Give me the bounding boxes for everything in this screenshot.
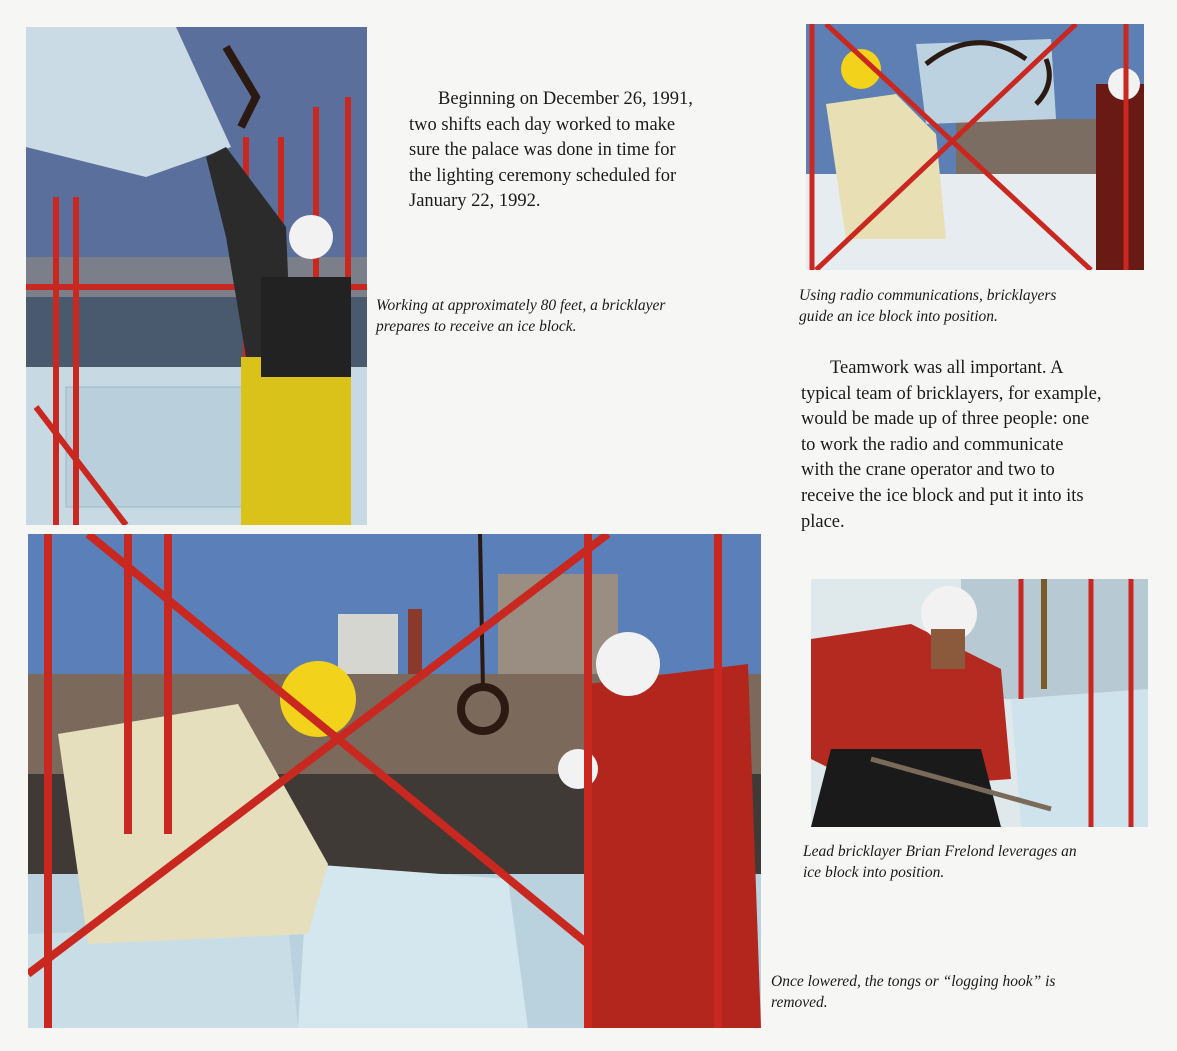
caption-line: Once lowered, the tongs or “logging hook” is xyxy=(771,973,1056,990)
paragraph-line: to work the radio and communicate xyxy=(801,434,1064,455)
paragraph-line: January 22, 1992. xyxy=(409,191,541,212)
paragraph-construction-schedule xyxy=(409,87,693,215)
caption-line: guide an ice block into position. xyxy=(799,308,998,325)
paragraph-line: typical team of bricklayers, for example, xyxy=(801,383,1102,404)
photo-radio-communications xyxy=(806,24,1144,270)
caption-photo-4 xyxy=(803,841,1077,883)
photo-bricklayer-receiving-block xyxy=(26,27,367,525)
caption-line: prepares to receive an ice block. xyxy=(376,318,577,335)
paragraph-line: the lighting ceremony scheduled for xyxy=(409,165,677,186)
caption-photo-1 xyxy=(376,295,665,337)
caption-photo-2 xyxy=(799,285,1056,327)
caption-line: Using radio communications, bricklayers xyxy=(799,287,1057,304)
caption-line: Lead bricklayer Brian Frelond leverages an xyxy=(803,843,1077,860)
caption-line: Working at approximately 80 feet, a bricklayer xyxy=(376,297,666,314)
photo-lead-bricklayer xyxy=(811,579,1148,827)
caption-line: removed. xyxy=(771,994,828,1011)
paragraph-line: Beginning on December 26, 1991, xyxy=(438,89,693,109)
paragraph-line: Teamwork was all important. A xyxy=(830,358,1064,378)
paragraph-line: would be made up of three people: one xyxy=(801,409,1090,430)
caption-line: ice block into position. xyxy=(803,864,945,881)
paragraph-line: place. xyxy=(801,511,845,532)
paragraph-line: two shifts each day worked to make xyxy=(409,114,676,135)
paragraph-line: with the crane operator and two to xyxy=(801,460,1055,481)
paragraph-line: receive the ice block and put it into its xyxy=(801,485,1084,506)
caption-photo-3 xyxy=(771,971,1055,1013)
photo-removing-tongs xyxy=(28,534,761,1028)
paragraph-teamwork xyxy=(801,356,1102,535)
paragraph-line: sure the palace was done in time for xyxy=(409,140,676,161)
